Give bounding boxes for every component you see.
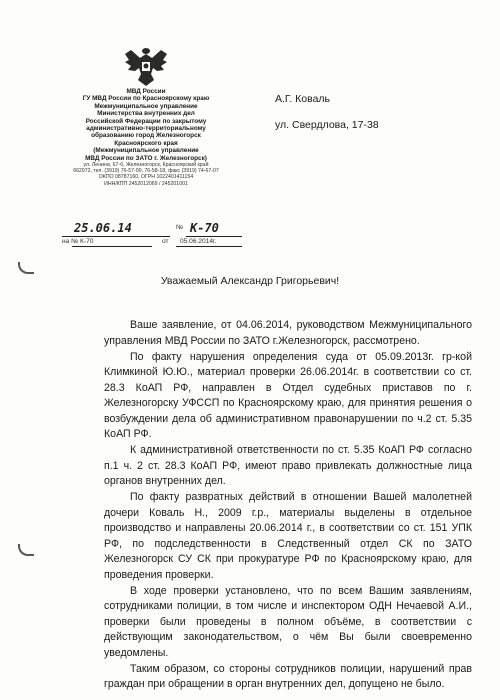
body-paragraph: Таким образом, со стороны сотрудников полиции, нарушений прав граждан при обращении в орган внутренних дел, допущено не было.: [104, 662, 472, 690]
issuer-header: [55, 88, 237, 187]
issuer-line: административно-территориальному: [86, 125, 206, 133]
issuer-line: МВД России по ЗАТО г. Железногорск): [85, 154, 207, 162]
issuer-address-line: ул. Ленина, 67-б, Железногорск, Красноярский край: [83, 162, 209, 169]
number-underline: [186, 236, 242, 237]
handwritten-outgoing-date: 25.06.14: [74, 221, 132, 235]
issuer-line: Министерства внутренних дел: [97, 110, 195, 118]
body-paragraph: По факту развратных действий в отношении Вашей малолетней дочери Коваль Н., 2009 г.р., материалы выделены в отдельное производство и направлены 20.06.2014 г., в соответствии со ст. 151 УПК РФ, по подследственности в Следственный отдел СК по ЗАТО Железногорск СУ СК при прокуратуре РФ по Красноярскому краю, для проведения проверки.: [104, 491, 472, 581]
date-underline: [62, 236, 170, 237]
issuer-line: Российской Федерации по закрытому: [85, 117, 207, 125]
issuer-line: (Межмуниципальное управление: [93, 147, 199, 155]
issuer-line: образованию город Железногорск: [91, 132, 201, 140]
punch-hole-mark-icon: [18, 544, 34, 556]
recipient-address: ул. Свердлова, 17-38: [275, 119, 379, 131]
reference-from-label: от: [162, 238, 169, 245]
body-paragraph: В ходе проверки установлено, что по всем Вашим заявлениям, сотрудниками полиции, в том числе и инспектором ОДН Нечаевой А.И., проверки были проведены в полном объёме, в соответствии с действующим законодательством, о чём Вы были своевременно уведомлены.: [104, 584, 472, 659]
recipient-name: А.Г. Коваль: [275, 93, 331, 105]
reference-date: 05.06.2014г.: [180, 238, 217, 245]
body-paragraph: По факту нарушения определения суда от 05.09.2013г. гр-кой Климкиной Ю.Ю., материал проверки 26.06.2014г. в соответствии со ст. 28.3 КоАП РФ, направлен в Отдел судебных приставов по г. Железногорску УФССП по Красноярскому краю, для принятия решения о возбуждении дела об административном правонарушении по ч.2 ст. 5.35 КоАП РФ.: [104, 350, 472, 440]
number-sign: №: [176, 224, 184, 231]
double-headed-eagle-emblem-icon: [123, 44, 169, 88]
issuer-line: Межмуниципальное управление: [94, 102, 198, 110]
issuer-address-line: ИНН/КПП 2452012069 / 245201001: [104, 180, 188, 187]
greeting: Уважаемый Александр Григорьевич!: [160, 275, 340, 287]
issuer-address-line: 662972, тел. (3919) 76-57-00, 76-58-18, факс (3919) 74-67-07: [73, 168, 219, 175]
letter-body: [104, 318, 472, 693]
issuer-line: ГУ МВД России по Красноярскому краю: [82, 95, 210, 103]
body-paragraph: К административной ответственности по ст. 5.35 КоАП РФ согласно п.1 ч. 2 ст. 28.3 КоАП РФ, имеют право привлекать должностные лица органов внутренних дел.: [104, 444, 472, 487]
reference-number-underline: [72, 246, 152, 247]
reference-number: на № К-70: [62, 238, 94, 245]
body-paragraph: Ваше заявление, от 04.06.2014, руководством Межмуниципального управления МВД России по ЗАТО г.Железногорск, рассмотрено.: [104, 319, 472, 347]
handwritten-outgoing-number: К-70: [190, 221, 219, 235]
reference-date-underline: [176, 246, 242, 247]
punch-hole-mark-icon: [18, 262, 34, 274]
issuer-line: МВД России: [126, 88, 166, 95]
issuer-address-line: ОКПО 08787160, ОГРН 1022401411154: [98, 174, 194, 181]
issuer-line: Красноярского края: [114, 139, 178, 147]
